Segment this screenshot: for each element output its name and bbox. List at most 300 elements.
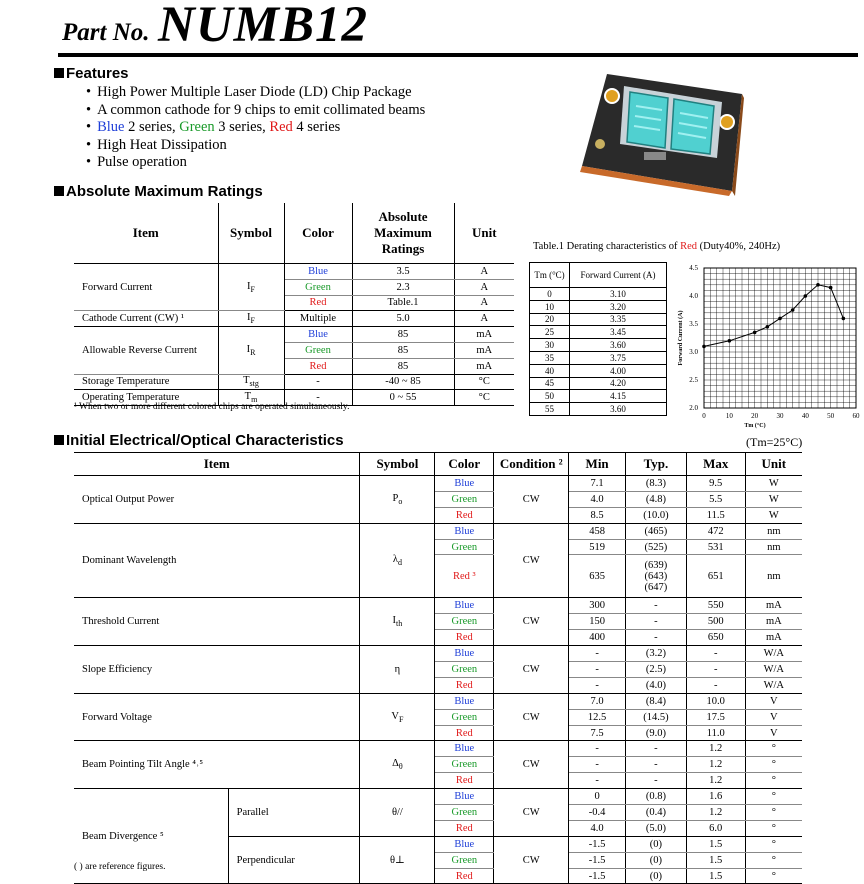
amr-unit: °C: [454, 374, 514, 390]
derating-temp: 40: [530, 364, 570, 377]
iec-unit: °: [745, 852, 802, 868]
derating-title: [533, 241, 780, 252]
feature-text: 3 series,: [214, 119, 270, 135]
amr-value: Table.1: [352, 295, 454, 311]
amr-header: Item: [74, 203, 218, 264]
iec-color: Green: [435, 539, 494, 555]
iec-typ: [626, 523, 687, 539]
iec-typ: [626, 491, 687, 507]
iec-unit: nm: [745, 539, 802, 555]
feature-item: [86, 119, 425, 137]
iec-item: Forward Voltage: [74, 693, 360, 741]
y-tick-label: 4.0: [689, 292, 698, 300]
iec-max: 6.0: [686, 820, 745, 836]
iec-color: Green: [435, 662, 494, 678]
iec-color: Red: [435, 725, 494, 741]
iec-typ: [626, 820, 687, 836]
amr-color: Green: [284, 279, 352, 295]
data-point: [766, 325, 770, 329]
symbol-sub: o: [398, 496, 403, 506]
symbol-main: T: [244, 391, 252, 403]
iec-color: Blue: [435, 646, 494, 662]
iec-min: -1.5: [569, 836, 626, 852]
amr-value: 2.3: [352, 279, 454, 295]
y-tick-label: 2.0: [689, 404, 698, 412]
iec-color: Red: [435, 868, 494, 884]
amr-value: -40 ~ 85: [352, 374, 454, 390]
absolute-maximum-ratings-table: [74, 203, 514, 406]
iec-min: -0.4: [569, 805, 626, 821]
data-point: [778, 317, 782, 321]
symbol-main: I: [246, 343, 251, 355]
iec-typ: [626, 476, 687, 492]
iec-unit: W/A: [745, 677, 802, 693]
derating-col-temp: Tm (°C): [530, 263, 570, 288]
feature-item: • High Heat Dissipation: [86, 137, 425, 155]
iec-item: Slope Efficiency: [74, 646, 360, 694]
amr-unit: A: [454, 279, 514, 295]
iec-unit: °: [745, 868, 802, 884]
iec-typ: [626, 741, 687, 757]
typ-line: (639): [644, 559, 668, 571]
typ-line: (8.4): [645, 695, 666, 707]
iec-color: Blue: [435, 836, 494, 852]
iec-min: 635: [569, 555, 626, 598]
iec-condition: CW: [494, 646, 569, 694]
iec-header: Unit: [745, 453, 802, 476]
iec-condition: CW: [494, 476, 569, 524]
iec-min: -: [569, 662, 626, 678]
x-tick-label: 40: [801, 412, 809, 420]
derating-table: [529, 262, 667, 416]
iec-color: Red: [435, 677, 494, 693]
product-photo: [572, 66, 762, 196]
iec-color: Green: [435, 491, 494, 507]
symbol-sub: th: [396, 619, 403, 629]
typ-line: (525): [644, 541, 668, 553]
amr-color: Blue: [284, 327, 352, 343]
amr-value: 5.0: [352, 311, 454, 327]
derating-col-current: Forward Current (A): [570, 263, 667, 288]
iec-unit: W: [745, 476, 802, 492]
iec-max: 550: [686, 598, 745, 614]
iec-max: 1.6: [686, 789, 745, 805]
amr-unit: mA: [454, 342, 514, 358]
typ-line: (0.4): [645, 806, 666, 818]
iec-color: Blue: [435, 476, 494, 492]
derating-temp: 55: [530, 403, 570, 416]
derating-row: [530, 326, 667, 339]
symbol-main: V: [391, 710, 399, 722]
symbol-sub: d: [397, 558, 402, 568]
iec-max: -: [686, 646, 745, 662]
iec-typ: [626, 614, 687, 630]
iec-max: 17.5: [686, 709, 745, 725]
iec-unit: mA: [745, 614, 802, 630]
header-rule: [58, 53, 858, 57]
iec-max: 500: [686, 614, 745, 630]
iec-header: Symbol: [360, 453, 435, 476]
derating-temp: 20: [530, 313, 570, 326]
derating-row: [530, 364, 667, 377]
data-point: [728, 339, 732, 343]
typ-line: (8.3): [645, 477, 666, 489]
amr-value: 3.5: [352, 264, 454, 280]
x-tick-label: 0: [702, 412, 706, 420]
data-point: [804, 294, 808, 298]
x-axis-label: Tm (°C): [744, 423, 766, 429]
amr-unit: mA: [454, 327, 514, 343]
iec-unit: nm: [745, 555, 802, 598]
iec-color: Blue: [435, 741, 494, 757]
typ-line: (0): [649, 870, 663, 882]
features-list: [86, 84, 425, 172]
amr-header: Unit: [454, 203, 514, 264]
typ-line: (2.5): [645, 663, 666, 675]
iec-condition: CW: [494, 836, 569, 884]
typ-line: -: [654, 616, 658, 628]
iec-min: 4.0: [569, 820, 626, 836]
typ-line: -: [654, 775, 658, 787]
iec-typ: [626, 789, 687, 805]
iec-typ: [626, 709, 687, 725]
derating-temp: 50: [530, 390, 570, 403]
iec-subitem: Perpendicular: [228, 836, 360, 884]
iec-unit: W: [745, 507, 802, 523]
derating-current: 4.15: [570, 390, 667, 403]
amr-title: Absolute Maximum Ratings: [66, 183, 263, 200]
iec-max: 1.2: [686, 805, 745, 821]
iec-typ: [626, 836, 687, 852]
iec-row: [74, 523, 802, 539]
derating-temp: 30: [530, 339, 570, 352]
derating-title-suffix: (Duty40%, 240Hz): [697, 241, 781, 252]
typ-line: (0): [649, 838, 663, 850]
iec-max: 1.5: [686, 852, 745, 868]
derating-current: 3.10: [570, 288, 667, 301]
typ-line: (9.0): [645, 727, 666, 739]
symbol-main: I: [247, 312, 251, 324]
iec-unit: °: [745, 789, 802, 805]
iec-color: Green: [435, 709, 494, 725]
derating-row: [530, 339, 667, 352]
iec-header: Color: [435, 453, 494, 476]
iec-min: -: [569, 741, 626, 757]
iec-color: Red: [435, 820, 494, 836]
iec-typ: [626, 725, 687, 741]
iec-typ: [626, 677, 687, 693]
derating-temp: 35: [530, 351, 570, 364]
iec-unit: °: [745, 741, 802, 757]
square-bullet-icon: [54, 186, 64, 196]
iec-item: Beam Divergence ⁵: [74, 789, 228, 884]
amr-row: [74, 264, 514, 280]
derating-current: 3.60: [570, 339, 667, 352]
iec-header: Condition ²: [494, 453, 569, 476]
iec-max: 1.5: [686, 836, 745, 852]
symbol-sub: R: [250, 347, 256, 357]
iec-unit: nm: [745, 523, 802, 539]
iec-row: [74, 476, 802, 492]
amr-unit: A: [454, 264, 514, 280]
typ-line: (4.8): [645, 493, 666, 505]
derating-row: [530, 300, 667, 313]
iec-subitem: Parallel: [228, 789, 360, 837]
amr-symbol: [218, 327, 284, 374]
iec-max: -: [686, 662, 745, 678]
iec-unit: W/A: [745, 662, 802, 678]
derating-row: [530, 313, 667, 326]
data-point: [753, 331, 757, 335]
amr-row: [74, 311, 514, 327]
iec-symbol: [360, 523, 435, 598]
symbol-main: λ: [392, 554, 398, 566]
amr-symbol: [218, 311, 284, 327]
features-heading: [54, 65, 129, 82]
amr-item: Forward Current: [74, 264, 218, 311]
iec-max: 10.0: [686, 693, 745, 709]
data-point: [842, 317, 846, 321]
iec-item: Beam Pointing Tilt Angle ⁴˒⁵: [74, 741, 360, 789]
y-tick-label: 3.0: [689, 348, 698, 356]
feature-text: 4 series: [292, 119, 341, 135]
square-bullet-icon: [54, 435, 64, 445]
iec-color: Red: [435, 507, 494, 523]
iec-header: Min: [569, 453, 626, 476]
derating-row: [530, 377, 667, 390]
iec-unit: °: [745, 805, 802, 821]
symbol-sub: F: [250, 316, 255, 326]
iec-color: Green: [435, 852, 494, 868]
data-point: [829, 286, 833, 290]
symbol-sub: stg: [249, 379, 259, 389]
iec-min: 8.5: [569, 507, 626, 523]
typ-line: (0): [649, 854, 663, 866]
iec-item: Optical Output Power: [74, 476, 360, 524]
amr-color: Green: [284, 342, 352, 358]
iec-max: 650: [686, 630, 745, 646]
y-tick-label: 3.5: [689, 320, 698, 328]
amr-value: 0 ~ 55: [352, 390, 454, 406]
iec-max: 11.5: [686, 507, 745, 523]
iec-unit: mA: [745, 598, 802, 614]
iec-typ: [626, 805, 687, 821]
iec-color: Green: [435, 757, 494, 773]
data-point: [816, 283, 820, 287]
amr-header: Color: [284, 203, 352, 264]
iec-color: Red: [435, 773, 494, 789]
amr-heading: [54, 183, 263, 200]
amr-value: 85: [352, 342, 454, 358]
derating-current: 3.20: [570, 300, 667, 313]
iec-unit: °: [745, 836, 802, 852]
iec-row: [74, 741, 802, 757]
part-number: NUMB12: [158, 0, 369, 53]
iec-max: 1.2: [686, 757, 745, 773]
iec-symbol: [360, 646, 435, 694]
iec-min: 300: [569, 598, 626, 614]
amr-value: 85: [352, 327, 454, 343]
derating-current: 3.60: [570, 403, 667, 416]
iec-header: Max: [686, 453, 745, 476]
iec-min: 7.0: [569, 693, 626, 709]
iec-min: 7.5: [569, 725, 626, 741]
iec-condition: CW: [494, 741, 569, 789]
x-tick-label: 50: [827, 412, 835, 420]
iec-min: -1.5: [569, 852, 626, 868]
amr-header: Absolute Maximum Ratings: [352, 203, 454, 264]
feature-text: Green: [179, 119, 215, 135]
symbol-main: η: [394, 663, 401, 675]
amr-unit: A: [454, 311, 514, 327]
amr-unit: °C: [454, 390, 514, 406]
iec-typ: [626, 852, 687, 868]
iec-max: -: [686, 677, 745, 693]
iec-typ: [626, 646, 687, 662]
iec-color: Blue: [435, 523, 494, 539]
iec-color: Blue: [435, 693, 494, 709]
iec-row: [74, 646, 802, 662]
amr-color: Red: [284, 295, 352, 311]
iec-typ: [626, 693, 687, 709]
iec-unit: W/A: [745, 646, 802, 662]
x-tick-label: 20: [751, 412, 759, 420]
iec-row: [74, 598, 802, 614]
data-point: [702, 345, 706, 349]
iec-symbol: θ//: [360, 789, 435, 837]
iec-condition: CW: [494, 693, 569, 741]
symbol-main: I: [392, 615, 397, 627]
amr-value: 85: [352, 358, 454, 374]
derating-temp: 25: [530, 326, 570, 339]
amr-color: Multiple: [284, 311, 352, 327]
amr-item: Storage Temperature: [74, 374, 218, 390]
feature-text: 2 series,: [124, 119, 180, 135]
iec-typ: [626, 662, 687, 678]
iec-footnote: ( ) are reference figures.: [74, 862, 166, 872]
amr-color: Blue: [284, 264, 352, 280]
typ-line: -: [654, 600, 658, 612]
symbol-main: P: [392, 492, 399, 504]
iec-min: 4.0: [569, 491, 626, 507]
y-tick-label: 2.5: [689, 376, 698, 384]
iec-max: 5.5: [686, 491, 745, 507]
iec-typ: [626, 598, 687, 614]
amr-row: [74, 374, 514, 390]
iec-unit: °: [745, 757, 802, 773]
iec-min: 7.1: [569, 476, 626, 492]
iec-min: 458: [569, 523, 626, 539]
iec-color: Green: [435, 805, 494, 821]
iec-max: 472: [686, 523, 745, 539]
iec-item: Threshold Current: [74, 598, 360, 646]
amr-unit: A: [454, 295, 514, 311]
iec-symbol: θ⊥: [360, 836, 435, 884]
derating-current: 4.00: [570, 364, 667, 377]
derating-chart: [672, 258, 860, 430]
iec-item: Dominant Wavelength: [74, 523, 360, 598]
derating-temp: 45: [530, 377, 570, 390]
square-bullet-icon: [54, 68, 64, 78]
symbol-main: Δ: [392, 758, 399, 770]
iec-header: Item: [74, 453, 360, 476]
iec-max: 9.5: [686, 476, 745, 492]
amr-unit: mA: [454, 358, 514, 374]
iec-symbol: [360, 598, 435, 646]
iec-unit: °: [745, 773, 802, 789]
iec-min: -1.5: [569, 868, 626, 884]
typ-line: (465): [644, 525, 668, 537]
derating-row: [530, 288, 667, 301]
y-tick-label: 4.5: [689, 264, 698, 272]
iec-unit: mA: [745, 630, 802, 646]
amr-item: Cathode Current (CW) ¹: [74, 311, 218, 327]
amr-color: Red: [284, 358, 352, 374]
iec-unit: V: [745, 693, 802, 709]
iec-unit: °: [745, 820, 802, 836]
iec-min: 0: [569, 789, 626, 805]
condition-note: (Tm=25°C): [746, 435, 803, 449]
iec-symbol: [360, 476, 435, 524]
iec-max: 651: [686, 555, 745, 598]
x-tick-label: 10: [725, 412, 733, 420]
iec-title: Initial Electrical/Optical Characteristics: [66, 432, 344, 449]
derating-row: [530, 403, 667, 416]
derating-current: 4.20: [570, 377, 667, 390]
x-tick-label: 30: [776, 412, 784, 420]
part-no-label: Part No.: [62, 19, 150, 46]
iec-min: -: [569, 677, 626, 693]
typ-line: (647): [644, 581, 668, 593]
symbol-sub: m: [251, 395, 258, 405]
iec-unit: W: [745, 491, 802, 507]
amr-color: -: [284, 390, 352, 406]
iec-min: -: [569, 773, 626, 789]
typ-line: (14.5): [643, 711, 669, 723]
iec-typ: [626, 757, 687, 773]
iec-min: 12.5: [569, 709, 626, 725]
iec-max: 531: [686, 539, 745, 555]
iec-unit: V: [745, 709, 802, 725]
derating-temp: 10: [530, 300, 570, 313]
iec-min: 150: [569, 614, 626, 630]
iec-typ: [626, 555, 687, 598]
typ-line: -: [654, 759, 658, 771]
symbol-sub: F: [398, 714, 404, 724]
symbol-main: I: [247, 280, 251, 292]
amr-symbol: [218, 264, 284, 311]
typ-line: (4.0): [645, 679, 666, 691]
amr-symbol: [218, 374, 284, 390]
symbol-main: T: [243, 375, 250, 387]
feature-item: • A common cathode for 9 chips to emit collimated beams: [86, 102, 425, 120]
iec-header: Typ.: [626, 453, 687, 476]
iec-min: -: [569, 757, 626, 773]
iec-unit: V: [745, 725, 802, 741]
derating-current: 3.75: [570, 351, 667, 364]
iec-min: -: [569, 646, 626, 662]
iec-min: 519: [569, 539, 626, 555]
initial-characteristics-table: [74, 452, 802, 884]
x-tick-label: 60: [852, 412, 860, 420]
iec-max: 11.0: [686, 725, 745, 741]
iec-color: Red: [435, 630, 494, 646]
typ-line: (10.0): [643, 509, 669, 521]
data-point: [791, 308, 795, 312]
derating-temp: 0: [530, 288, 570, 301]
derating-current: 3.45: [570, 326, 667, 339]
derating-title-text: Table.1 Derating characteristics of: [533, 241, 681, 252]
